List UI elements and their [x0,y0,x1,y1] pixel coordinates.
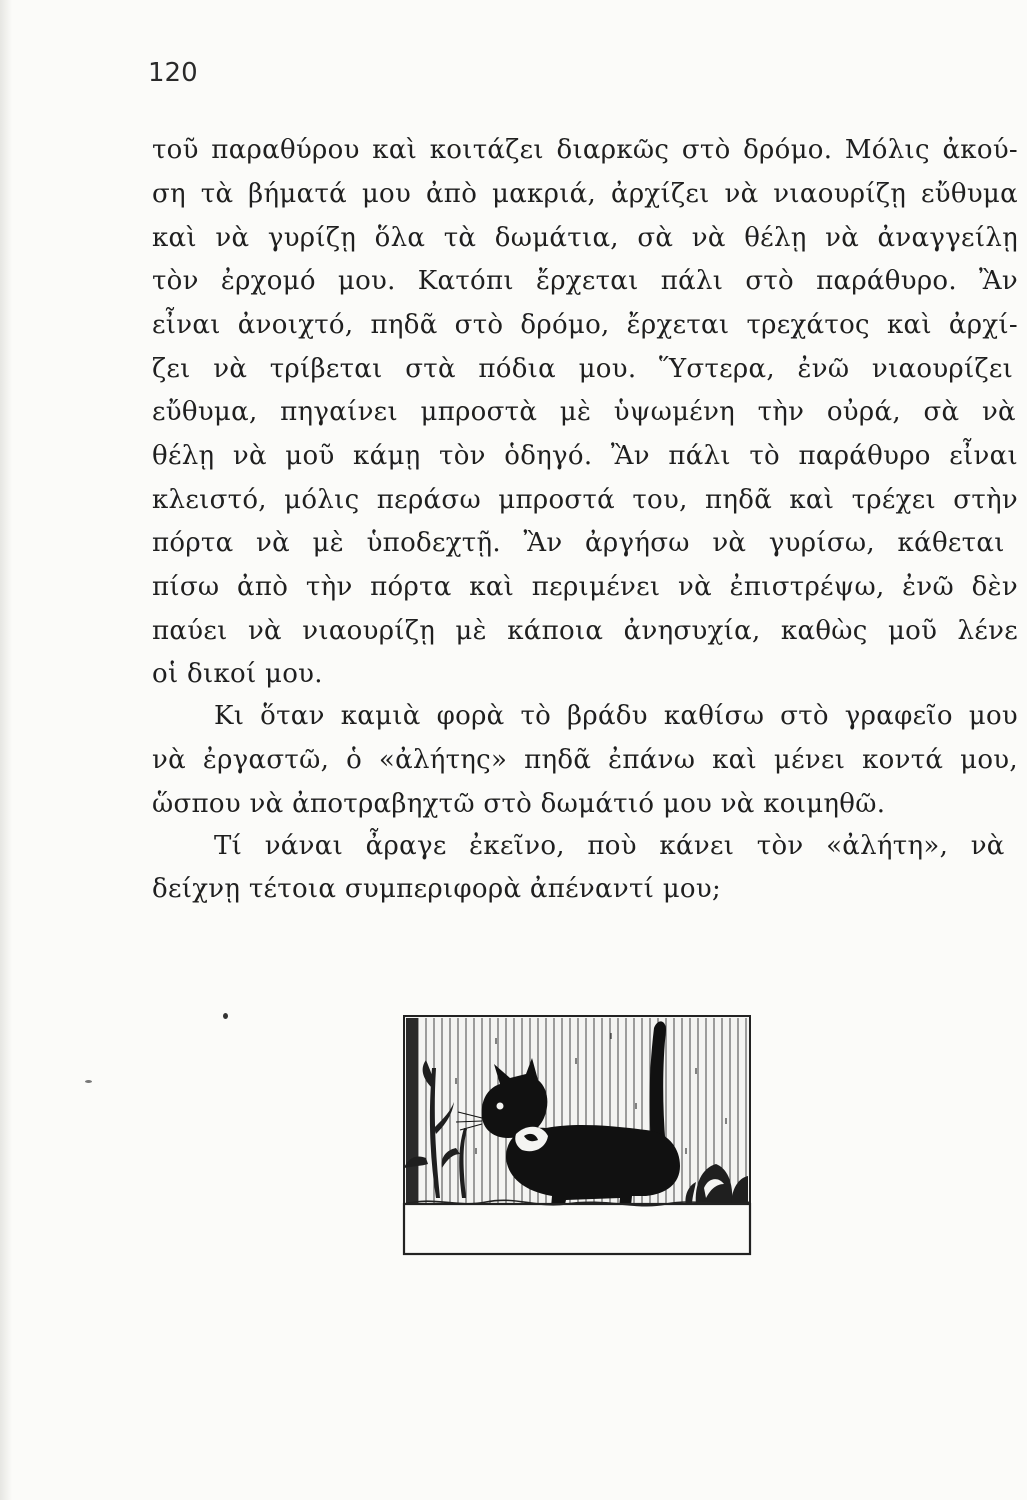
cat-on-windowsill-icon [396,1008,758,1258]
text-line: θέλῃ νὰ μοῦ κάμῃ τὸν ὁδηγό. Ἂν πάλι τὸ παράθυρο εἶναι [152,441,1018,471]
text-line: τὸν ἐρχομό μου. Κατόπι ἔρχεται πάλι στὸ παράθυρο. Ἂν [152,266,1018,296]
text-line: ζει νὰ τρίβεται στὰ πόδια μου. Ὕστερα, ἐνῶ νιαουρίζει [152,354,1014,384]
text-line: τοῦ παραθύρου καὶ κοιτάζει διαρκῶς στὸ δρόμο. Μόλις ἀκού- [152,135,1019,165]
ink-speck [85,1080,92,1083]
text-line: παύει νὰ νιαουρίζῃ μὲ κάποια ἀνησυχία, καθὼς μοῦ λένε [152,616,1018,646]
text-line: πίσω ἀπὸ τὴν πόρτα καὶ περιμένει νὰ ἐπιστρέψω, ἐνῶ δὲν [152,572,1018,602]
text-line: εἶναι ἀνοιχτό, πηδᾶ στὸ δρόμο, ἔρχεται τρεχάτος καὶ ἀρχί- [152,310,1019,340]
ink-speck [223,1013,228,1019]
text-line-indented: Τί νάναι ἆραγε ἐκεῖνο, ποὺ κάνει τὸν «ἀλήτη», νὰ [214,831,1005,861]
text-line-indented: Κι ὅταν καμιὰ φορὰ τὸ βράδυ καθίσω στὸ γραφεῖο μου [214,701,1018,731]
text-line: κλειστό, μόλις περάσω μπροστά του, πηδᾶ καὶ τρέχει στὴν [152,485,1019,515]
text-line: ὥσπου νὰ ἀποτραβηχτῶ στὸ δωμάτιό μου νὰ κοιμηθῶ. [152,789,886,819]
page-number: 120 [148,58,198,88]
text-line: καὶ νὰ γυρίζῃ ὅλα τὰ δωμάτια, σὰ νὰ θέλῃ νὰ ἀναγγείλῃ [152,223,1018,253]
text-line: ση τὰ βήματά μου ἀπὸ μακριά, ἀρχίζει νὰ νιαουρίζῃ εὔθυμα [152,179,1018,209]
text-line: νὰ ἐργαστῶ, ὁ «ἀλήτης» πηδᾶ ἐπάνω καὶ μένει κοντά μου, [152,745,1018,775]
text-line: εὔθυμα, πηγαίνει μπροστὰ μὲ ὑψωμένη τὴν οὐρά, σὰ νὰ [152,397,1016,427]
scan-shadow [0,0,12,1500]
text-line: οἱ δικοί μου. [152,659,323,689]
text-line: δείχνῃ τέτοια συμπεριφορὰ ἀπέναντί μου; [152,874,722,904]
text-line: πόρτα νὰ μὲ ὑποδεχτῇ. Ἂν ἀργήσω νὰ γυρίσω, κάθεται [152,528,1005,558]
